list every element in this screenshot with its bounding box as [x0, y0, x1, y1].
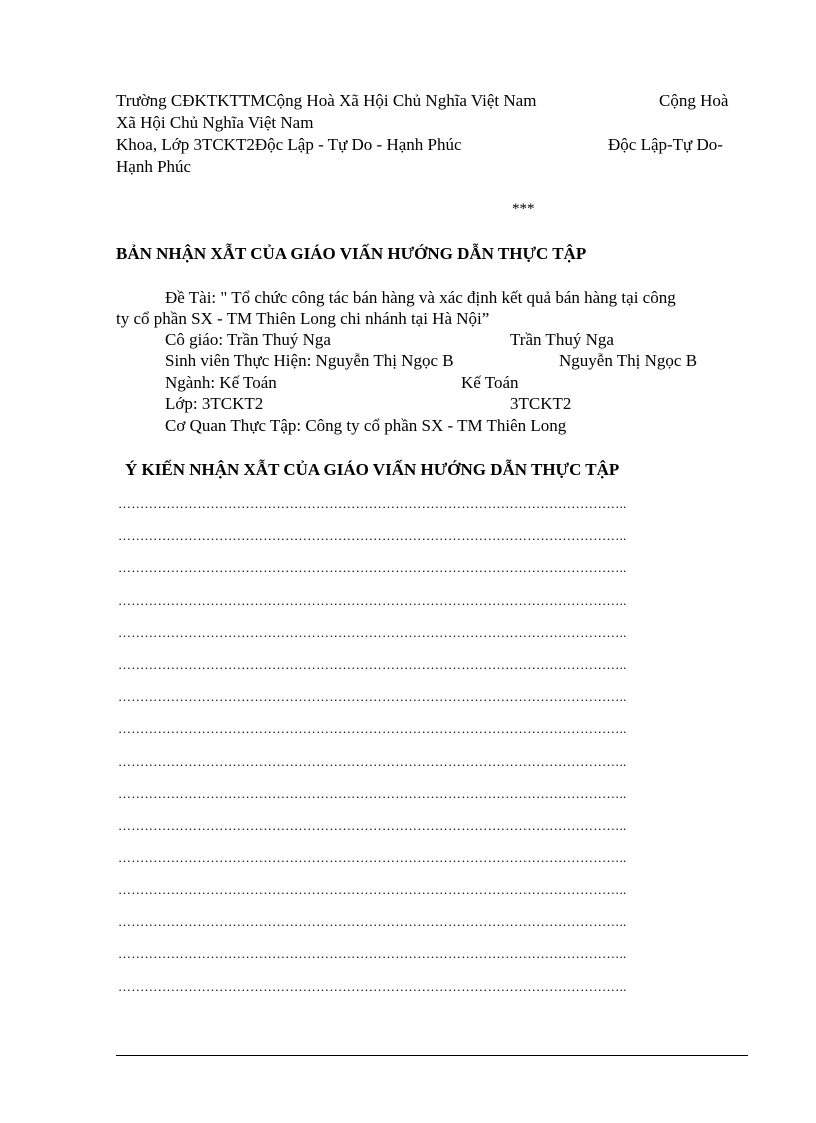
comment-line: ……………………………………………………………………………………………………..	[118, 625, 627, 640]
comment-line: ……………………………………………………………………………………………………..	[118, 786, 627, 801]
comment-line: ……………………………………………………………………………………………………..	[118, 593, 627, 608]
comment-line: ……………………………………………………………………………………………………..	[118, 882, 627, 897]
topic-line-1: Đề Tài: " Tổ chức công tác bán hàng và xác định kết quả bán hàng tại công	[165, 288, 676, 307]
comment-line: ……………………………………………………………………………………………………..	[118, 689, 627, 704]
comment-line: ……………………………………………………………………………………………………..	[118, 657, 627, 672]
topic-line-2: ty cổ phần SX - TM Thiên Long chi nhánh tại Hà Nội”	[116, 309, 490, 328]
header-line-3-right: Độc Lập-Tự Do-	[608, 135, 723, 154]
comment-line: ……………………………………………………………………………………………………..	[118, 979, 627, 994]
major-value: Kế Toán	[461, 373, 519, 392]
header-line-2: Xã Hội Chủ Nghĩa Việt Nam	[116, 113, 314, 132]
class-value: 3TCKT2	[510, 394, 572, 413]
header-line-4: Hạnh Phúc	[116, 157, 192, 176]
teacher-label: Cô giáo: Trần Thuý Nga	[165, 330, 331, 349]
student-value: Nguyễn Thị Ngọc B	[559, 351, 698, 370]
class-label: Lớp: 3TCKT2	[165, 394, 264, 413]
student-label: Sinh viên Thực Hiện: Nguyễn Thị Ngọc B	[165, 351, 454, 370]
comment-line: ……………………………………………………………………………………………………..	[118, 560, 627, 575]
comment-line: ……………………………………………………………………………………………………..	[118, 528, 627, 543]
comment-line: ……………………………………………………………………………………………………..	[118, 754, 627, 769]
comment-line: ……………………………………………………………………………………………………..	[118, 721, 627, 736]
header-line-1-left: Trường CĐKTKTTMCộng Hoà Xã Hội Chủ Nghĩa Việt Nam	[116, 91, 537, 110]
teacher-value: Trần Thuý Nga	[510, 330, 614, 349]
footer-divider	[116, 1055, 748, 1056]
comment-line: ……………………………………………………………………………………………………..	[118, 946, 627, 961]
header-line-3-left: Khoa, Lớp 3TCKT2Độc Lập - Tự Do - Hạnh Phúc	[116, 135, 462, 154]
comment-line: ……………………………………………………………………………………………………..	[118, 818, 627, 833]
comment-line: ……………………………………………………………………………………………………..	[118, 850, 627, 865]
comments-title: Ý KIẾN NHẬN XẪT CỦA GIÁO VIẤN HƯỚNG DẪN THỰC TẬP	[125, 460, 620, 479]
comment-line: ……………………………………………………………………………………………………..	[118, 914, 627, 929]
comment-line: ……………………………………………………………………………………………………..	[118, 496, 627, 511]
agency-line: Cơ Quan Thực Tập: Công ty cổ phần SX - TM Thiên Long	[165, 416, 567, 435]
page-title: BẢN NHẬN XẪT CỦA GIÁO VIẤN HƯỚNG DẪN THỰC TẬP	[116, 244, 587, 263]
header-stars: ***	[512, 201, 535, 217]
header-line-1-right: Cộng Hoà	[659, 91, 729, 110]
major-label: Ngành: Kế Toán	[165, 373, 277, 392]
